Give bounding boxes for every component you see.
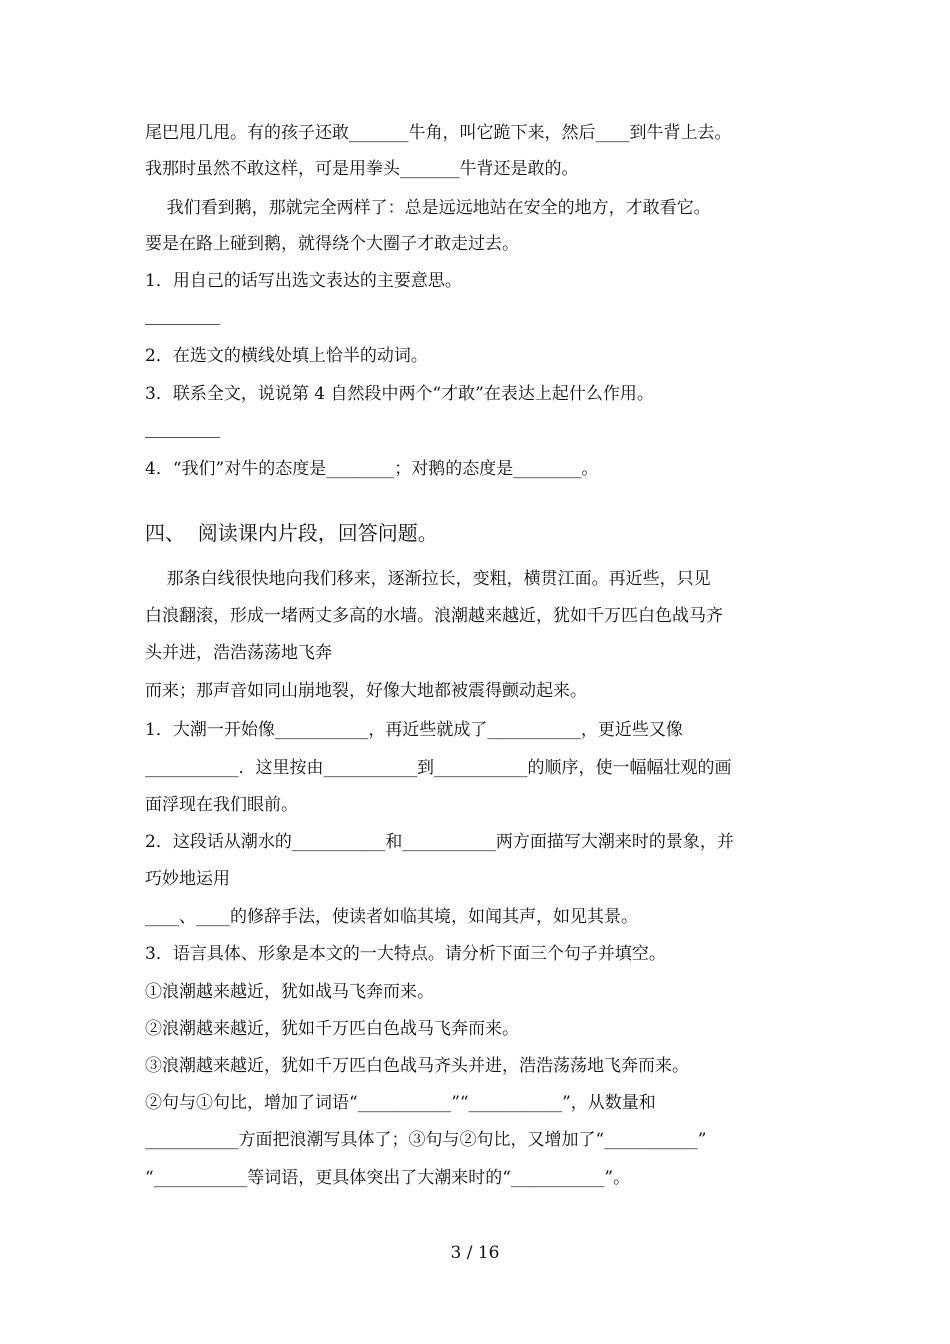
question-3-cont: “___________等词语，更具体突出了大潮来时的“___________”。 xyxy=(145,1168,631,1188)
question-4: 4．“我们”对牛的态度是________；对鹅的态度是________。 xyxy=(145,459,599,479)
passage-line: 那条白线很快地向我们移来，逐渐拉长，变粗，横贯江面。再近些，只见 xyxy=(145,569,711,589)
question-1: 1．大潮一开始像___________，再近些就成了___________，更近些又像 xyxy=(145,720,683,740)
question-1: 1．用自己的话写出选文表达的主要意思。 xyxy=(145,271,462,291)
question-3-cont: ___________方面把浪潮写具体了；③句与②句比，又增加了“___________” xyxy=(145,1130,707,1150)
section-heading: 四、 阅读课内片段，回答问题。 xyxy=(145,521,438,545)
sentence-1: ①浪潮越来越近，犹如战马飞奔而来。 xyxy=(145,982,434,1002)
question-2: 2．这段话从潮水的___________和___________两方面描写大潮来时的景象，并 xyxy=(145,832,734,852)
question-2: 2．在选文的横线处填上恰半的动词。 xyxy=(145,346,428,366)
question-2-cont: ____、____的修辞手法，使读者如临其境，如闻其声，如见其景。 xyxy=(145,907,638,927)
passage-line: 头并进，浩浩荡荡地飞奔 xyxy=(145,643,332,663)
question-1-cont: ___________．这里按由___________到___________的顺序，使一幅幅壮观的画 xyxy=(145,758,732,778)
sentence-2: ②浪潮越来越近，犹如千万匹白色战马飞奔而来。 xyxy=(145,1019,519,1039)
passage-line: 我们看到鹅，那就完全两样了：总是远远地站在安全的地方，才敢看它。 xyxy=(145,198,711,218)
question-3: 3．语言具体、形象是本文的一大特点。请分析下面三个句子并填空。 xyxy=(145,944,666,964)
sentence-3: ③浪潮越来越近，犹如千万匹白色战马齐头并进，浩浩荡荡地飞奔而来。 xyxy=(145,1056,689,1076)
passage-line: 我那时虽然不敢这样，可是用拳头_______牛背还是敢的。 xyxy=(145,159,579,179)
passage-line: 而来；那声音如同山崩地裂，好像大地都被震得颤动起来。 xyxy=(145,681,587,701)
question-1-cont: 面浮现在我们眼前。 xyxy=(145,795,298,815)
passage-line: 白浪翻滚，形成一堵两丈多高的水墙。浪潮越来越近，犹如千万匹白色战马齐 xyxy=(145,606,723,626)
answer-line xyxy=(145,324,220,325)
passage-line: 要是在路上碰到鹅，就得绕个大圈子才敢走过去。 xyxy=(145,234,519,254)
answer-line xyxy=(145,437,220,438)
question-2-cont: 巧妙地运用 xyxy=(145,869,230,889)
question-3-cont: ②句与①句比，增加了词语“___________”“___________”，从数量和 xyxy=(145,1093,656,1113)
page-number: 3 / 16 xyxy=(450,1243,500,1263)
passage-line: 尾巴甩几甩。有的孩子还敢_______牛角，叫它跪下来，然后____到牛背上去。 xyxy=(145,123,732,143)
question-3: 3．联系全文，说说第 4 自然段中两个“才敢”在表达上起什么作用。 xyxy=(145,384,654,404)
